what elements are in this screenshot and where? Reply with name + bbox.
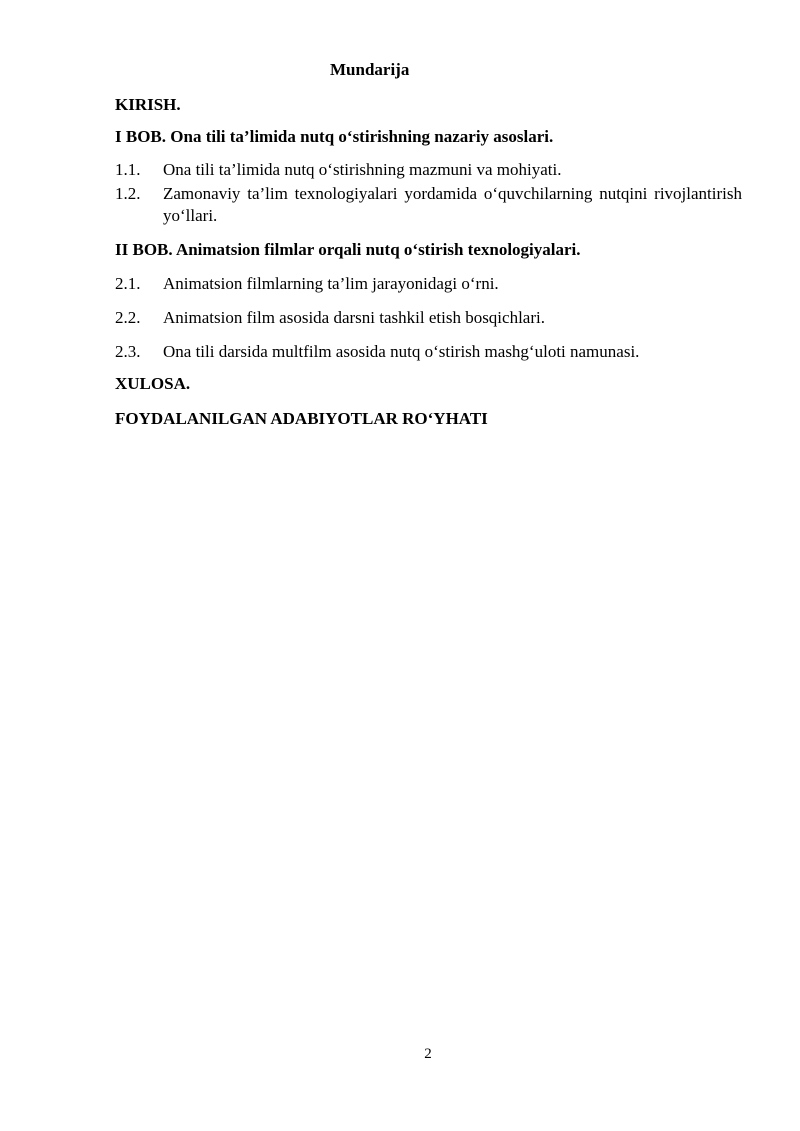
toc-item-1-2	[115, 183, 742, 227]
toc-item-number: 2.2.	[115, 308, 141, 327]
toc-chapter-1-heading: I BOB. Ona tili ta’limida nutq o‘stirishning nazariy asoslari.	[115, 127, 554, 146]
toc-references: FOYDALANILGAN ADABIYOTLAR RO‘YHATI	[115, 409, 488, 428]
toc-item-number: 1.2.	[115, 184, 141, 203]
toc-item-text: Zamonaviy ta’lim texnologiyalari yordamida o‘quvchilarning nutqini rivojlantirish yo‘llari.	[163, 184, 742, 225]
toc-item-text: Animatsion filmlarning ta’lim jarayonidagi o‘rni.	[163, 274, 499, 293]
toc-item-2-1	[115, 273, 742, 295]
toc-conclusion: XULOSA.	[115, 374, 191, 393]
page-number: 2	[424, 1046, 432, 1062]
toc-item-1-1	[115, 159, 742, 181]
toc-item-text: Animatsion film asosida darsni tashkil etish bosqichlari.	[163, 308, 545, 327]
toc-item-text: Ona tili darsida multfilm asosida nutq o‘stirish mashg‘uloti namunasi.	[163, 342, 640, 361]
toc-item-number: 2.1.	[115, 274, 141, 293]
toc-title: Mundarija	[330, 60, 410, 79]
toc-item-2-2	[115, 307, 742, 329]
toc-item-2-3	[115, 341, 742, 363]
toc-chapter-2-heading: II BOB. Animatsion filmlar orqali nutq o‘stirish texnologiyalari.	[115, 240, 581, 259]
toc-item-text: Ona tili ta’limida nutq o‘stirishning mazmuni va mohiyati.	[163, 160, 562, 179]
toc-item-number: 2.3.	[115, 342, 141, 361]
toc-item-number: 1.1.	[115, 160, 141, 179]
toc-introduction: KIRISH.	[115, 95, 181, 114]
